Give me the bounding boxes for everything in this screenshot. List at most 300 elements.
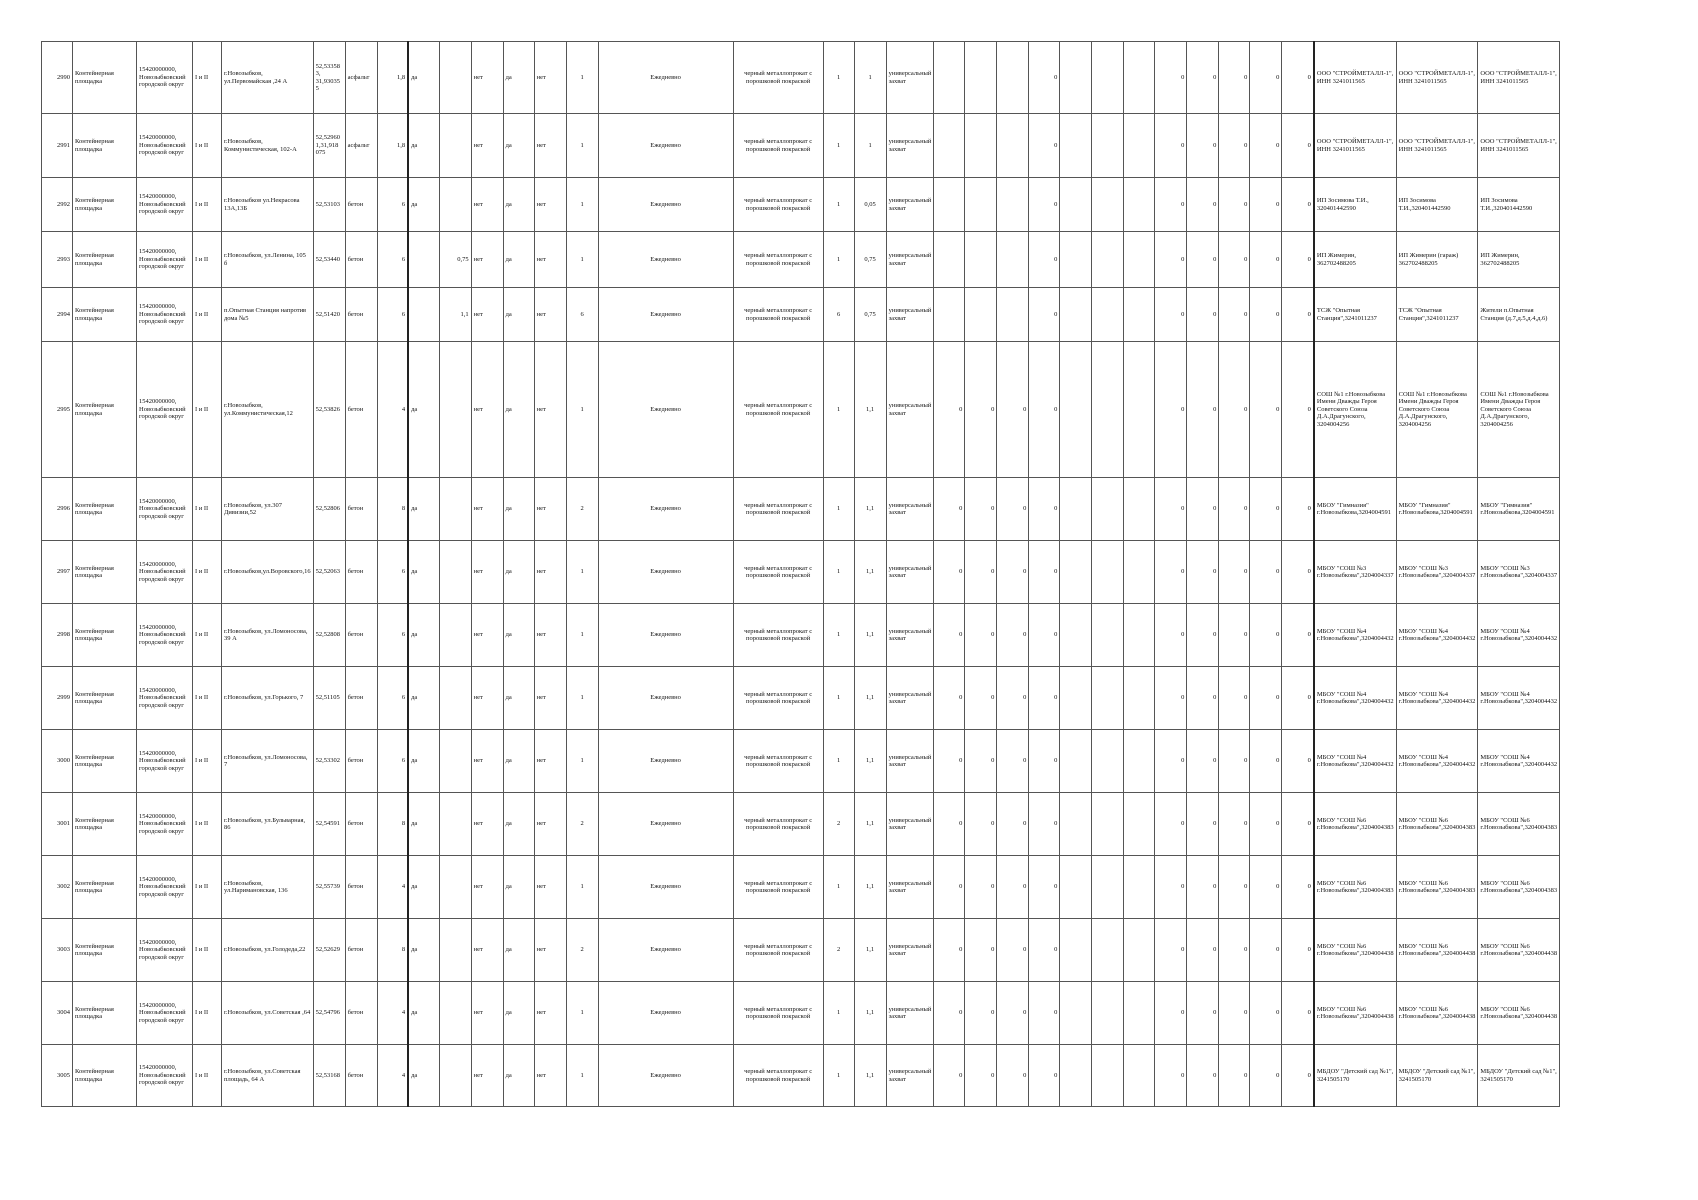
- cell-n: 2992: [42, 178, 73, 232]
- cell-z12: 0: [1282, 114, 1314, 178]
- cell-own3: СОШ №1 г.Новозыбкова Имени Дважды Героя Советского Союза Д.А.Драгунского, 3204004256: [1478, 342, 1560, 478]
- cell-c1: да: [408, 919, 439, 982]
- cell-coord: 52,55739: [313, 856, 345, 919]
- cell-vol: 1,1: [854, 342, 886, 478]
- cell-vol: 1,1: [854, 982, 886, 1045]
- cell-surf: бетон: [345, 919, 377, 982]
- cell-z8: 0: [1155, 730, 1187, 793]
- cell-freq: Ежедневно: [598, 982, 733, 1045]
- cell-coord: 52,52629: [313, 919, 345, 982]
- cell-z7: [1124, 982, 1155, 1045]
- cell-own2: МБОУ "СОШ №3 г.Новозыбкова",3204004337: [1396, 541, 1478, 604]
- cell-cnt: 1: [566, 541, 598, 604]
- cell-z3: 0: [997, 856, 1029, 919]
- cell-addr: г.Новозыбков, ул.Первомайская ,24 А: [222, 42, 314, 114]
- cell-z8: 0: [1155, 793, 1187, 856]
- cell-z6: [1092, 1045, 1124, 1107]
- cell-z2: [965, 114, 997, 178]
- cell-type: Контейнерная площадка: [73, 288, 137, 342]
- cell-c1: да: [408, 604, 439, 667]
- cell-z6: [1092, 42, 1124, 114]
- cell-cnt: 1: [566, 342, 598, 478]
- cell-z10: 0: [1219, 667, 1250, 730]
- table-row: [42, 730, 1652, 793]
- cell-own2: МБОУ "СОШ №6 г.Новозыбкова",3204004438: [1396, 982, 1478, 1045]
- cell-z4: 0: [1029, 114, 1060, 178]
- cell-z2: [965, 288, 997, 342]
- cell-z7: [1124, 730, 1155, 793]
- cell-z2: 0: [965, 541, 997, 604]
- cell-surf: бетон: [345, 232, 377, 288]
- cell-okato: 15420000000, Новозыбковский городской округ: [137, 541, 193, 604]
- cell-z9: 0: [1187, 342, 1219, 478]
- cell-z4: 0: [1029, 793, 1060, 856]
- cell-lift: универсальный захват: [886, 1045, 934, 1107]
- cell-c2: [439, 478, 471, 541]
- cell-z11: 0: [1250, 232, 1282, 288]
- cell-surf: бетон: [345, 1045, 377, 1107]
- cell-c4: да: [503, 42, 534, 114]
- cell-coord: 52,53302: [313, 730, 345, 793]
- cell-z4: 0: [1029, 288, 1060, 342]
- cell-cnt: 1: [566, 42, 598, 114]
- cell-own1: МБОУ "СОШ №4 г.Новозыбкова",3204004432: [1314, 730, 1396, 793]
- cell-z2: 0: [965, 342, 997, 478]
- cell-area: 1,8: [377, 114, 408, 178]
- cell-z5: [1060, 1045, 1092, 1107]
- cell-z8: 0: [1155, 1045, 1187, 1107]
- cell-cls: I и II: [193, 342, 222, 478]
- cell-z4: 0: [1029, 730, 1060, 793]
- cell-z6: [1092, 478, 1124, 541]
- cell-c2: [439, 730, 471, 793]
- cell-type: Контейнерная площадка: [73, 667, 137, 730]
- cell-z7: [1124, 604, 1155, 667]
- cell-z8: 0: [1155, 342, 1187, 478]
- cell-z10: 0: [1219, 541, 1250, 604]
- cell-z12: 0: [1282, 478, 1314, 541]
- cell-cls: I и II: [193, 478, 222, 541]
- cell-own1: ООО "СТРОЙМЕТАЛЛ-1", ИНН 3241011565: [1314, 42, 1396, 114]
- cell-surf: бетон: [345, 342, 377, 478]
- cell-coord: 52,53440: [313, 232, 345, 288]
- cell-vol: 1,1: [854, 919, 886, 982]
- cell-k: 1: [823, 1045, 854, 1107]
- cell-addr: г.Новозыбков, ул.307 Дивизии,52: [222, 478, 314, 541]
- cell-area: 6: [377, 667, 408, 730]
- cell-z11: 0: [1250, 793, 1282, 856]
- cell-k: 1: [823, 982, 854, 1045]
- cell-cnt: 2: [566, 919, 598, 982]
- cell-z9: 0: [1187, 232, 1219, 288]
- cell-z11: 0: [1250, 667, 1282, 730]
- cell-own1: СОШ №1 г.Новозыбкова Имени Дважды Героя Советского Союза Д.А.Драгунского, 3204004256: [1314, 342, 1396, 478]
- cell-lift: универсальный захват: [886, 604, 934, 667]
- cell-c4: да: [503, 288, 534, 342]
- cell-area: 6: [377, 288, 408, 342]
- cell-surf: асфальт: [345, 114, 377, 178]
- cell-c1: [408, 288, 439, 342]
- cell-n: 3003: [42, 919, 73, 982]
- cell-cnt: 1: [566, 730, 598, 793]
- cell-n: 2998: [42, 604, 73, 667]
- cell-freq: Ежедневно: [598, 42, 733, 114]
- cell-c4: да: [503, 730, 534, 793]
- cell-own3: МБОУ "СОШ №3 г.Новозыбкова",3204004337: [1478, 541, 1560, 604]
- cell-z8: 0: [1155, 232, 1187, 288]
- cell-mat: черный металлопрокат с порошковой покраской: [733, 114, 823, 178]
- cell-k: 1: [823, 730, 854, 793]
- cell-c4: да: [503, 667, 534, 730]
- cell-z4: 0: [1029, 478, 1060, 541]
- cell-okato: 15420000000, Новозыбковский городской округ: [137, 342, 193, 478]
- cell-coord: 52,52808: [313, 604, 345, 667]
- cell-okato: 15420000000, Новозыбковский городской округ: [137, 982, 193, 1045]
- cell-z10: 0: [1219, 1045, 1250, 1107]
- cell-z12: 0: [1282, 667, 1314, 730]
- cell-cnt: 2: [566, 793, 598, 856]
- cell-z10: 0: [1219, 982, 1250, 1045]
- cell-z2: 0: [965, 667, 997, 730]
- cell-z7: [1124, 178, 1155, 232]
- cell-addr: г.Новозыбков, ул.Ломоносова, 39 А: [222, 604, 314, 667]
- cell-vol: 1: [854, 42, 886, 114]
- cell-lift: универсальный захват: [886, 478, 934, 541]
- table-row: [42, 478, 1652, 541]
- cell-vol: 1: [854, 114, 886, 178]
- cell-own1: МБОУ "СОШ №6 г.Новозыбкова",3204004383: [1314, 856, 1396, 919]
- cell-z3: [997, 114, 1029, 178]
- cell-z9: 0: [1187, 1045, 1219, 1107]
- cell-mat: черный металлопрокат с порошковой покраской: [733, 1045, 823, 1107]
- cell-vol: 1,1: [854, 730, 886, 793]
- cell-z11: 0: [1250, 114, 1282, 178]
- cell-c3: нет: [471, 667, 503, 730]
- cell-okato: 15420000000, Новозыбковский городской округ: [137, 114, 193, 178]
- cell-z1: 0: [934, 667, 965, 730]
- cell-n: 3004: [42, 982, 73, 1045]
- cell-k: 2: [823, 919, 854, 982]
- cell-z4: 0: [1029, 856, 1060, 919]
- cell-z12: 0: [1282, 178, 1314, 232]
- cell-z1: [934, 232, 965, 288]
- cell-z8: 0: [1155, 478, 1187, 541]
- cell-own2: ИП Зосимова Т.И.,320401442590: [1396, 178, 1478, 232]
- cell-own3: МБОУ "СОШ №6 г.Новозыбкова",3204004383: [1478, 793, 1560, 856]
- cell-z3: 0: [997, 478, 1029, 541]
- cell-freq: Ежедневно: [598, 730, 733, 793]
- cell-z3: 0: [997, 793, 1029, 856]
- cell-own3: МБОУ "СОШ №6 г.Новозыбкова",3204004383: [1478, 856, 1560, 919]
- cell-c5: нет: [534, 541, 566, 604]
- cell-z1: [934, 42, 965, 114]
- cell-z1: [934, 178, 965, 232]
- cell-own2: ООО "СТРОЙМЕТАЛЛ-1", ИНН 3241011565: [1396, 114, 1478, 178]
- cell-k: 1: [823, 541, 854, 604]
- cell-z2: 0: [965, 793, 997, 856]
- cell-own3: МБОУ "СОШ №4 г.Новозыбкова",3204004432: [1478, 730, 1560, 793]
- cell-addr: г.Новозыбков, ул.Бульварная, 86: [222, 793, 314, 856]
- cell-z6: [1092, 982, 1124, 1045]
- cell-vol: 1,1: [854, 604, 886, 667]
- cell-c1: да: [408, 793, 439, 856]
- cell-z4: 0: [1029, 232, 1060, 288]
- cell-mat: черный металлопрокат с порошковой покраской: [733, 982, 823, 1045]
- cell-z4: 0: [1029, 1045, 1060, 1107]
- cell-z3: 0: [997, 730, 1029, 793]
- cell-area: 1,8: [377, 42, 408, 114]
- cell-type: Контейнерная площадка: [73, 114, 137, 178]
- cell-c1: [408, 232, 439, 288]
- table-row: [42, 541, 1652, 604]
- cell-okato: 15420000000, Новозыбковский городской округ: [137, 232, 193, 288]
- cell-c5: нет: [534, 114, 566, 178]
- cell-c5: нет: [534, 793, 566, 856]
- cell-c3: нет: [471, 919, 503, 982]
- cell-lift: универсальный захват: [886, 856, 934, 919]
- cell-c4: да: [503, 232, 534, 288]
- cell-own3: ИП Жимерин, 362702488205: [1478, 232, 1560, 288]
- cell-n: 2993: [42, 232, 73, 288]
- table-row: [42, 42, 1652, 114]
- cell-c1: да: [408, 178, 439, 232]
- cell-z2: 0: [965, 604, 997, 667]
- cell-z8: 0: [1155, 114, 1187, 178]
- cell-c5: нет: [534, 1045, 566, 1107]
- cell-own1: ТСЖ "Опытная Станция",3241011237: [1314, 288, 1396, 342]
- cell-c3: нет: [471, 604, 503, 667]
- cell-c3: нет: [471, 982, 503, 1045]
- cell-surf: бетон: [345, 667, 377, 730]
- cell-cls: I и II: [193, 919, 222, 982]
- cell-c3: нет: [471, 793, 503, 856]
- cell-vol: 1,1: [854, 1045, 886, 1107]
- cell-own1: ИП Зосимова Т.И., 320401442590: [1314, 178, 1396, 232]
- cell-cls: I и II: [193, 667, 222, 730]
- cell-c1: да: [408, 667, 439, 730]
- cell-area: 4: [377, 1045, 408, 1107]
- cell-freq: Ежедневно: [598, 541, 733, 604]
- cell-c3: нет: [471, 42, 503, 114]
- cell-cls: I и II: [193, 1045, 222, 1107]
- cell-c4: да: [503, 919, 534, 982]
- cell-cnt: 6: [566, 288, 598, 342]
- table-row: [42, 667, 1652, 730]
- cell-c5: нет: [534, 342, 566, 478]
- cell-c5: нет: [534, 982, 566, 1045]
- cell-z9: 0: [1187, 178, 1219, 232]
- cell-z5: [1060, 342, 1092, 478]
- cell-okato: 15420000000, Новозыбковский городской округ: [137, 478, 193, 541]
- table-row: [42, 114, 1652, 178]
- cell-z6: [1092, 342, 1124, 478]
- cell-addr: п.Опытная Станция напротив дома №5: [222, 288, 314, 342]
- cell-z10: 0: [1219, 730, 1250, 793]
- cell-z6: [1092, 919, 1124, 982]
- cell-z6: [1092, 541, 1124, 604]
- cell-vol: 1,1: [854, 541, 886, 604]
- cell-lift: универсальный захват: [886, 342, 934, 478]
- cell-type: Контейнерная площадка: [73, 793, 137, 856]
- cell-c1: да: [408, 856, 439, 919]
- cell-own3: МБДОУ "Детский сад №1", 3241505170: [1478, 1045, 1560, 1107]
- cell-z5: [1060, 793, 1092, 856]
- cell-z4: 0: [1029, 982, 1060, 1045]
- cell-c1: да: [408, 478, 439, 541]
- cell-z7: [1124, 793, 1155, 856]
- cell-z6: [1092, 604, 1124, 667]
- cell-n: 2999: [42, 667, 73, 730]
- cell-z11: 0: [1250, 288, 1282, 342]
- cell-own2: МБОУ "СОШ №6 г.Новозыбкова",3204004383: [1396, 793, 1478, 856]
- cell-c3: нет: [471, 541, 503, 604]
- cell-z9: 0: [1187, 541, 1219, 604]
- cell-own2: МБОУ "СОШ №4 г.Новозыбкова",3204004432: [1396, 730, 1478, 793]
- cell-own1: МБДОУ "Детский сад №1", 3241505170: [1314, 1045, 1396, 1107]
- cell-surf: асфальт: [345, 42, 377, 114]
- cell-z10: 0: [1219, 232, 1250, 288]
- cell-vol: 0,05: [854, 178, 886, 232]
- cell-c2: [439, 919, 471, 982]
- cell-z1: 0: [934, 478, 965, 541]
- cell-own2: МБДОУ "Детский сад №1", 3241505170: [1396, 1045, 1478, 1107]
- cell-k: 1: [823, 856, 854, 919]
- cell-surf: бетон: [345, 178, 377, 232]
- cell-vol: 1,1: [854, 478, 886, 541]
- cell-cls: I и II: [193, 288, 222, 342]
- cell-own2: ТСЖ "Опытная Станция",3241011237: [1396, 288, 1478, 342]
- cell-c1: да: [408, 342, 439, 478]
- cell-z5: [1060, 288, 1092, 342]
- cell-area: 6: [377, 541, 408, 604]
- cell-freq: Ежедневно: [598, 478, 733, 541]
- cell-mat: черный металлопрокат с порошковой покраской: [733, 342, 823, 478]
- cell-c2: [439, 856, 471, 919]
- cell-z10: 0: [1219, 342, 1250, 478]
- cell-z12: 0: [1282, 1045, 1314, 1107]
- cell-own3: МБОУ "СОШ №4 г.Новозыбкова",3204004432: [1478, 604, 1560, 667]
- cell-cls: I и II: [193, 178, 222, 232]
- cell-z12: 0: [1282, 604, 1314, 667]
- cell-z5: [1060, 604, 1092, 667]
- cell-z2: [965, 42, 997, 114]
- cell-c2: [439, 982, 471, 1045]
- cell-z5: [1060, 478, 1092, 541]
- cell-lift: универсальный захват: [886, 541, 934, 604]
- cell-area: 8: [377, 919, 408, 982]
- cell-n: 2991: [42, 114, 73, 178]
- cell-own3: МБОУ "СОШ №6 г.Новозыбкова",3204004438: [1478, 982, 1560, 1045]
- cell-c3: нет: [471, 342, 503, 478]
- table-row: [42, 1045, 1652, 1107]
- cell-z3: [997, 232, 1029, 288]
- cell-coord: 52,54591: [313, 793, 345, 856]
- cell-type: Контейнерная площадка: [73, 178, 137, 232]
- cell-z10: 0: [1219, 919, 1250, 982]
- cell-addr: г.Новозыбков, ул.Советская площадь, 64 А: [222, 1045, 314, 1107]
- cell-cls: I и II: [193, 541, 222, 604]
- cell-cnt: 1: [566, 1045, 598, 1107]
- cell-z10: 0: [1219, 178, 1250, 232]
- cell-vol: 1,1: [854, 793, 886, 856]
- cell-cnt: 1: [566, 232, 598, 288]
- cell-n: 2997: [42, 541, 73, 604]
- cell-z3: 0: [997, 667, 1029, 730]
- cell-cls: I и II: [193, 856, 222, 919]
- cell-z9: 0: [1187, 478, 1219, 541]
- cell-z9: 0: [1187, 919, 1219, 982]
- cell-z1: 0: [934, 604, 965, 667]
- cell-okato: 15420000000, Новозыбковский городской округ: [137, 793, 193, 856]
- cell-z3: [997, 178, 1029, 232]
- cell-lift: универсальный захват: [886, 42, 934, 114]
- cell-addr: г.Новозыбков, Коммунистическая, 102-А: [222, 114, 314, 178]
- cell-coord: 52,53358 3, 31,93035 5: [313, 42, 345, 114]
- cell-area: 8: [377, 478, 408, 541]
- cell-addr: г.Новозыбков ул.Некрасова 13А,13Б: [222, 178, 314, 232]
- cell-area: 6: [377, 604, 408, 667]
- cell-lift: универсальный захват: [886, 288, 934, 342]
- cell-k: 1: [823, 478, 854, 541]
- cell-z8: 0: [1155, 604, 1187, 667]
- cell-addr: г.Новозыбков,ул.Воровского,16: [222, 541, 314, 604]
- cell-own2: МБОУ "СОШ №6 г.Новозыбкова",3204004383: [1396, 856, 1478, 919]
- cell-z1: [934, 114, 965, 178]
- cell-own1: МБОУ "СОШ №3 г.Новозыбкова",3204004337: [1314, 541, 1396, 604]
- cell-freq: Ежедневно: [598, 856, 733, 919]
- cell-addr: г.Новозыбков, ул.Советская ,64: [222, 982, 314, 1045]
- cell-k: 6: [823, 288, 854, 342]
- cell-type: Контейнерная площадка: [73, 982, 137, 1045]
- cell-z12: 0: [1282, 856, 1314, 919]
- cell-n: 3005: [42, 1045, 73, 1107]
- cell-surf: бетон: [345, 982, 377, 1045]
- cell-z4: 0: [1029, 919, 1060, 982]
- cell-k: 1: [823, 604, 854, 667]
- cell-c4: да: [503, 342, 534, 478]
- cell-lift: универсальный захват: [886, 919, 934, 982]
- cell-okato: 15420000000, Новозыбковский городской округ: [137, 42, 193, 114]
- cell-z7: [1124, 919, 1155, 982]
- cell-freq: Ежедневно: [598, 342, 733, 478]
- cell-z5: [1060, 42, 1092, 114]
- cell-c1: да: [408, 982, 439, 1045]
- table-row: [42, 793, 1652, 856]
- cell-c5: нет: [534, 604, 566, 667]
- cell-z4: 0: [1029, 342, 1060, 478]
- cell-z7: [1124, 342, 1155, 478]
- cell-surf: бетон: [345, 730, 377, 793]
- cell-coord: 52,53826: [313, 342, 345, 478]
- cell-c5: нет: [534, 856, 566, 919]
- cell-own2: МБОУ "Гимназия" г.Новозыбкова,3204004591: [1396, 478, 1478, 541]
- cell-z11: 0: [1250, 178, 1282, 232]
- cell-z11: 0: [1250, 478, 1282, 541]
- cell-cls: I и II: [193, 982, 222, 1045]
- cell-cls: I и II: [193, 114, 222, 178]
- cell-area: 4: [377, 342, 408, 478]
- cell-c4: да: [503, 856, 534, 919]
- cell-c2: 0,75: [439, 232, 471, 288]
- cell-z7: [1124, 232, 1155, 288]
- cell-z2: 0: [965, 1045, 997, 1107]
- cell-z9: 0: [1187, 730, 1219, 793]
- cell-z6: [1092, 232, 1124, 288]
- cell-cnt: 2: [566, 478, 598, 541]
- cell-addr: г.Новозыбков, ул.Ломоносова, 7: [222, 730, 314, 793]
- cell-c3: нет: [471, 232, 503, 288]
- cell-z5: [1060, 730, 1092, 793]
